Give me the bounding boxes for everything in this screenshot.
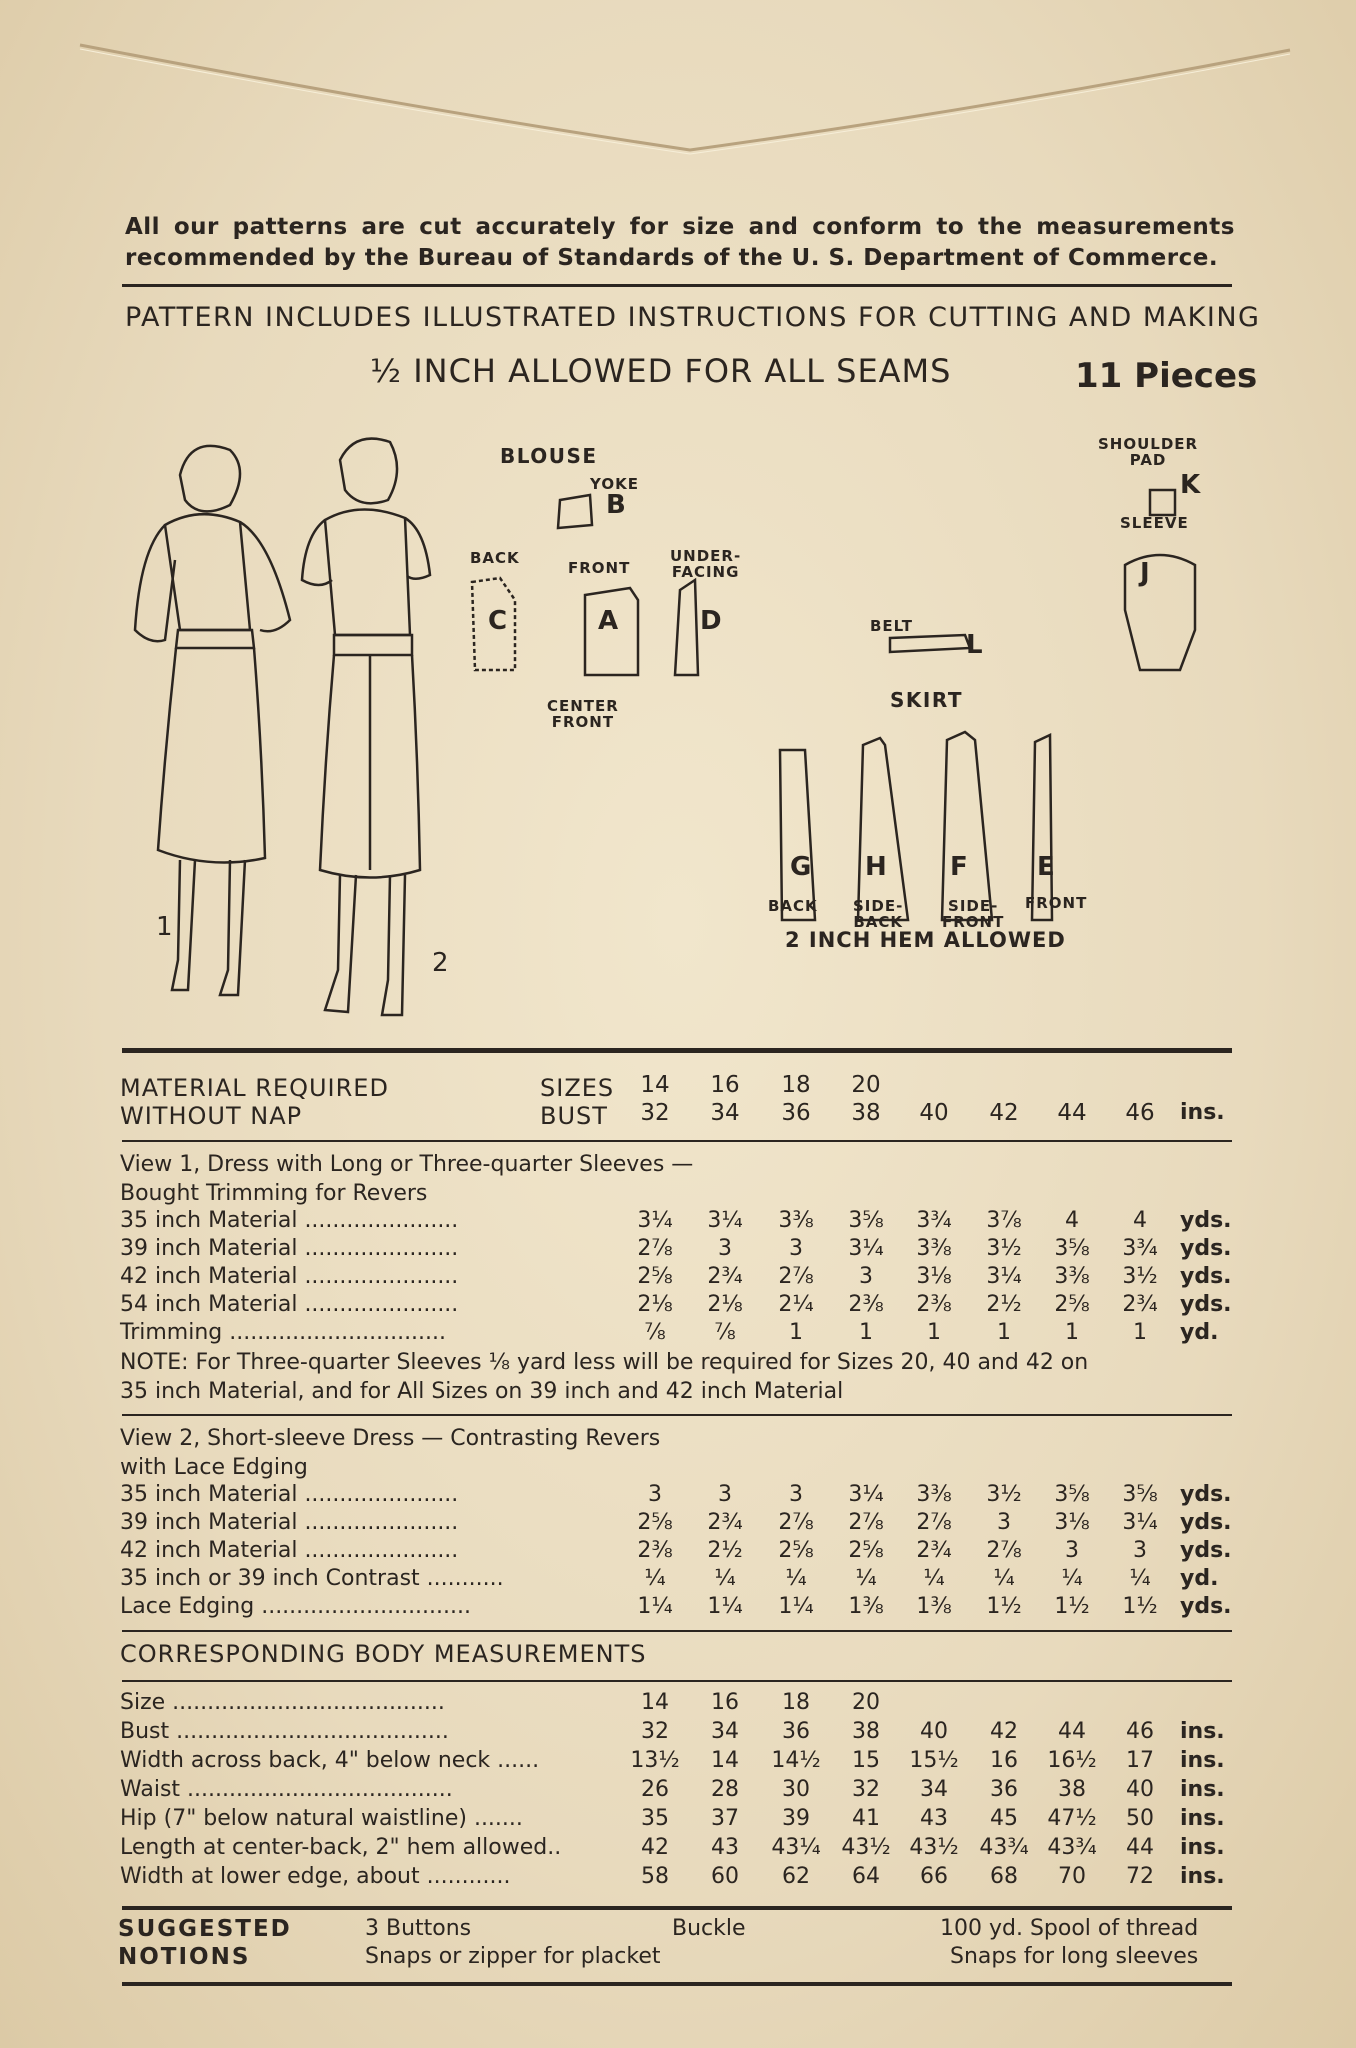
row-value: 39 (782, 1806, 810, 1831)
row-value: 2⅝ (637, 1264, 673, 1289)
row-label: 39 inch Material ...................... (120, 1236, 459, 1261)
size-header: 20 (851, 1072, 881, 1098)
row-value: ¼ (993, 1566, 1015, 1591)
row-value: 3¾ (916, 1208, 952, 1233)
notion-snaps-sleeves: Snaps for long sleeves (950, 1944, 1199, 1969)
row-value: ¼ (644, 1566, 666, 1591)
blouse-label: BLOUSE (500, 444, 598, 468)
row-value: 45 (990, 1806, 1018, 1831)
row-value: 3 (859, 1264, 873, 1289)
row-value: 3 (1133, 1538, 1147, 1563)
row-unit: ins. (1180, 1719, 1225, 1744)
row-value: 16½ (1047, 1748, 1097, 1773)
row-value: 2⅝ (637, 1510, 673, 1535)
row-value: 43¾ (979, 1835, 1029, 1860)
envelope-flap-fold (0, 0, 1356, 200)
suggested-notions-title-2: NOTIONS (118, 1944, 251, 1970)
row-value: 2⅜ (637, 1538, 673, 1563)
bust-header: 40 (919, 1100, 949, 1126)
table-row (120, 1566, 1235, 1594)
row-value: 38 (852, 1719, 880, 1744)
row-value: 3¾ (1122, 1236, 1158, 1261)
row-value: 36 (990, 1777, 1018, 1802)
row-value: 28 (711, 1777, 739, 1802)
row-value: 66 (920, 1864, 948, 1889)
divider (122, 284, 1232, 287)
row-value: 2¾ (707, 1510, 743, 1535)
piece-b-yoke-shape (558, 495, 592, 528)
row-value: 43¼ (771, 1835, 821, 1860)
row-value: 1 (859, 1320, 873, 1345)
skirt-label: SKIRT (890, 688, 963, 712)
row-value: 3¼ (848, 1236, 884, 1261)
row-value: 40 (920, 1719, 948, 1744)
row-value: 3⅞ (986, 1208, 1022, 1233)
row-value: 2¼ (778, 1292, 814, 1317)
row-value: 16 (711, 1690, 739, 1715)
row-label: 54 inch Material ...................... (120, 1292, 459, 1317)
row-unit: ins. (1180, 1806, 1225, 1831)
row-value: 2⅞ (986, 1538, 1022, 1563)
row-label: Bust ....................................... (120, 1719, 449, 1744)
row-value: 37 (711, 1806, 739, 1831)
row-value: 14 (641, 1690, 669, 1715)
row-label: Size ....................................... (120, 1690, 445, 1715)
row-value: 3⅝ (848, 1208, 884, 1233)
suggested-notions-title: SUGGESTED (118, 1916, 292, 1942)
view-1-subtitle: Bought Trimming for Revers (120, 1181, 428, 1206)
piece-letter-d: D (700, 606, 722, 636)
fashion-figures (120, 430, 460, 1040)
divider (122, 1140, 1232, 1142)
piece-letter-k: K (1180, 470, 1201, 500)
table-row (120, 1594, 1235, 1622)
row-label: Hip (7" below natural waistline) ....... (120, 1806, 523, 1831)
row-value: 1⅜ (848, 1594, 884, 1619)
piece-letter-j: J (1140, 558, 1150, 588)
row-value: 46 (1126, 1719, 1154, 1744)
row-value: 2½ (707, 1538, 743, 1563)
sizes-header-row (120, 1072, 1235, 1100)
figure-1-belt (176, 630, 254, 648)
body-measurements-title: CORRESPONDING BODY MEASUREMENTS (120, 1640, 647, 1668)
table-row (120, 1864, 1235, 1892)
notion-buttons: 3 Buttons (365, 1916, 472, 1941)
row-label: Width across back, 4" below neck ...... (120, 1748, 540, 1773)
piece-l-belt-shape (890, 635, 970, 652)
row-value: 32 (641, 1719, 669, 1744)
center-front-label: CENTER FRONT (547, 697, 619, 731)
row-label: Width at lower edge, about ............ (120, 1864, 511, 1889)
row-label: Waist ...................................... (120, 1777, 453, 1802)
row-value: 44 (1058, 1719, 1086, 1744)
table-row (120, 1538, 1235, 1566)
row-unit: yds. (1180, 1208, 1232, 1233)
figure-2-right-sleeve (405, 518, 430, 579)
table-row (120, 1236, 1235, 1264)
row-value: 1½ (1122, 1594, 1158, 1619)
row-value: 3⅜ (916, 1482, 952, 1507)
row-value: 50 (1126, 1806, 1154, 1831)
row-value: 42 (990, 1719, 1018, 1744)
figure-1-bodice (165, 514, 250, 630)
bust-header: 34 (710, 1100, 740, 1126)
row-value: 13½ (630, 1748, 680, 1773)
table-row (120, 1510, 1235, 1538)
piece-d-underfacing-shape (675, 580, 698, 675)
view-1-title: View 1, Dress with Long or Three-quarter Sleeves — (120, 1152, 694, 1177)
row-value: 2⅜ (848, 1292, 884, 1317)
figure-2-bodice (325, 509, 410, 635)
row-value: 42 (641, 1835, 669, 1860)
seam-allowance: ½ INCH ALLOWED FOR ALL SEAMS (370, 352, 952, 390)
row-label: Lace Edging .............................. (120, 1594, 472, 1619)
row-value: 64 (852, 1864, 880, 1889)
bust-header: 44 (1057, 1100, 1087, 1126)
row-value: 2⅝ (778, 1538, 814, 1563)
table-row (120, 1482, 1235, 1510)
view-2-number: 2 (432, 948, 449, 978)
row-unit: yds. (1180, 1538, 1232, 1563)
row-value: 2½ (986, 1292, 1022, 1317)
view-1-number: 1 (156, 912, 173, 942)
divider (122, 1630, 1232, 1632)
row-value: 30 (782, 1777, 810, 1802)
row-value: 2⅝ (848, 1538, 884, 1563)
row-value: 34 (711, 1719, 739, 1744)
row-value: 43 (711, 1835, 739, 1860)
bust-header: 36 (781, 1100, 811, 1126)
divider (122, 1680, 1232, 1682)
row-value: 1⅜ (916, 1594, 952, 1619)
row-value: 14½ (771, 1748, 821, 1773)
belt-label: BELT (870, 617, 913, 635)
row-value: 3⅝ (1122, 1482, 1158, 1507)
row-value: 14 (711, 1748, 739, 1773)
table-row (120, 1748, 1235, 1776)
table-row (120, 1292, 1235, 1320)
table-row (120, 1208, 1235, 1236)
size-header: 14 (640, 1072, 670, 1098)
row-value: 36 (782, 1719, 810, 1744)
row-value: 3 (718, 1236, 732, 1261)
row-value: 3⅝ (1054, 1482, 1090, 1507)
figure-1-left-sleeve (135, 525, 175, 641)
row-value: 17 (1126, 1748, 1154, 1773)
table-row (120, 1777, 1235, 1805)
row-value: 2⅞ (637, 1236, 673, 1261)
row-value: ¼ (923, 1566, 945, 1591)
row-value: 4 (1133, 1208, 1147, 1233)
row-value: 1¼ (637, 1594, 673, 1619)
piece-g-skirt-back-shape (780, 750, 815, 920)
row-value: 60 (711, 1864, 739, 1889)
intro-text: All our patterns are cut accurately for size and conform to the measurements recommended by the Bureau of Standards of the U. S. Department of Commerce. (125, 214, 1235, 271)
notion-snaps-placket: Snaps or zipper for placket (365, 1944, 661, 1969)
row-value: 2¾ (1122, 1292, 1158, 1317)
row-value: 2⅝ (1054, 1292, 1090, 1317)
row-value: ¼ (714, 1566, 736, 1591)
row-value: 1¼ (707, 1594, 743, 1619)
row-value: 40 (1126, 1777, 1154, 1802)
bust-label: BUST (540, 1102, 608, 1130)
figure-1-hair (180, 446, 240, 512)
row-value: 2⅛ (637, 1292, 673, 1317)
row-value: 32 (852, 1777, 880, 1802)
view-1-note-cont: 35 inch Material, and for All Sizes on 39 inch and 42 inch Material (120, 1379, 844, 1404)
table-row (120, 1719, 1235, 1747)
row-value: 3⅜ (778, 1208, 814, 1233)
row-value: 2¾ (707, 1264, 743, 1289)
piece-letter-l: L (966, 630, 983, 660)
view-1-note: NOTE: For Three-quarter Sleeves ⅛ yard less will be required for Sizes 20, 40 and 42 on (120, 1350, 1089, 1375)
row-value: 1 (1133, 1320, 1147, 1345)
row-value: 62 (782, 1864, 810, 1889)
row-label: 35 inch Material ...................... (120, 1482, 459, 1507)
row-value: 3½ (986, 1236, 1022, 1261)
row-value: 15½ (909, 1748, 959, 1773)
underfacing-label: UNDER- FACING (670, 547, 742, 581)
row-unit: ins. (1180, 1777, 1225, 1802)
row-value: ⅞ (644, 1320, 666, 1345)
row-value: 3½ (1122, 1264, 1158, 1289)
row-value: 1½ (1054, 1594, 1090, 1619)
row-unit: ins. (1180, 1835, 1225, 1860)
piece-letter-e: E (1037, 852, 1055, 882)
bust-header: 38 (851, 1100, 881, 1126)
row-value: 18 (782, 1690, 810, 1715)
row-unit: yds. (1180, 1236, 1232, 1261)
row-value: 3¼ (707, 1208, 743, 1233)
row-value: 1 (927, 1320, 941, 1345)
row-value: 3⅜ (916, 1236, 952, 1261)
divider (122, 1414, 1232, 1416)
bust-header-row (120, 1100, 1235, 1128)
instructions-banner: PATTERN INCLUDES ILLUSTRATED INSTRUCTIONS FOR CUTTING AND MAKING (125, 302, 1261, 333)
bust-header: 32 (640, 1100, 670, 1126)
figure-2-hair (340, 439, 397, 504)
row-value: 2¾ (916, 1538, 952, 1563)
hem-allowance: 2 INCH HEM ALLOWED (785, 928, 1066, 952)
size-header: 18 (781, 1072, 811, 1098)
row-value: ¼ (855, 1566, 877, 1591)
row-label: 35 inch Material ...................... (120, 1208, 459, 1233)
row-value: 47½ (1047, 1806, 1097, 1831)
row-value: 2⅞ (778, 1264, 814, 1289)
row-value: 2⅛ (707, 1292, 743, 1317)
piece-h-skirt-side-back-shape (858, 738, 908, 920)
table-row (120, 1690, 1235, 1718)
row-value: 68 (990, 1864, 1018, 1889)
row-unit: ins. (1180, 1748, 1225, 1773)
bust-header: 46 (1125, 1100, 1155, 1126)
piece-count: 11 Pieces (1075, 356, 1258, 396)
row-value: 70 (1058, 1864, 1086, 1889)
bust-header: 42 (989, 1100, 1019, 1126)
row-value: 43½ (841, 1835, 891, 1860)
figure-1-legs (172, 860, 245, 995)
row-value: 2⅞ (916, 1510, 952, 1535)
row-label: 42 inch Material ...................... (120, 1538, 459, 1563)
back-label: BACK (470, 549, 520, 567)
row-label: Trimming ............................... (120, 1320, 447, 1345)
piece-letter-c: C (488, 606, 508, 636)
row-value: 3½ (986, 1482, 1022, 1507)
view-2-title: View 2, Short-sleeve Dress — Contrasting Revers (120, 1426, 661, 1451)
row-value: 3⅜ (1054, 1264, 1090, 1289)
row-value: 3 (718, 1482, 732, 1507)
row-value: 3 (1065, 1538, 1079, 1563)
row-label: 35 inch or 39 inch Contrast ........... (120, 1566, 504, 1591)
row-value: 2⅞ (778, 1510, 814, 1535)
yoke-label: YOKE (590, 475, 639, 493)
row-value: 1 (1065, 1320, 1079, 1345)
divider (122, 1048, 1232, 1053)
row-value: 58 (641, 1864, 669, 1889)
notion-buckle: Buckle (672, 1916, 746, 1941)
row-value: 3¼ (986, 1264, 1022, 1289)
piece-letter-h: H (865, 852, 887, 882)
table-row (120, 1320, 1235, 1348)
figure-2-skirt (320, 655, 420, 878)
row-value: 43 (920, 1806, 948, 1831)
piece-k-shoulder-pad-shape (1150, 490, 1175, 515)
figure-1-skirt (158, 648, 265, 863)
sleeve-label: SLEEVE (1120, 514, 1189, 532)
row-value: 38 (1058, 1777, 1086, 1802)
row-label: 39 inch Material ...................... (120, 1510, 459, 1535)
row-value: ¼ (1129, 1566, 1151, 1591)
row-unit: yds. (1180, 1292, 1232, 1317)
row-value: 3¼ (1122, 1510, 1158, 1535)
front-label: FRONT (568, 559, 631, 577)
bust-unit: ins. (1180, 1100, 1225, 1125)
row-unit: yds. (1180, 1594, 1232, 1619)
material-required-title: MATERIAL REQUIRED (120, 1074, 389, 1102)
piece-letter-g: G (790, 852, 812, 882)
row-value: 1 (997, 1320, 1011, 1345)
row-value: 4 (1065, 1208, 1079, 1233)
size-header: 16 (710, 1072, 740, 1098)
piece-letter-a: A (598, 606, 619, 636)
row-value: 26 (641, 1777, 669, 1802)
row-unit: yds. (1180, 1264, 1232, 1289)
piece-f-skirt-side-front-shape (942, 732, 992, 920)
row-value: 43½ (909, 1835, 959, 1860)
row-value: 16 (990, 1748, 1018, 1773)
row-value: 1½ (986, 1594, 1022, 1619)
row-value: 1 (789, 1320, 803, 1345)
piece-e-skirt-front-shape (1032, 735, 1052, 920)
row-value: 3¼ (637, 1208, 673, 1233)
row-label: 42 inch Material ...................... (120, 1264, 459, 1289)
skirt-side-back-label: SIDE- BACK (853, 897, 904, 931)
row-value: ¼ (785, 1566, 807, 1591)
divider (122, 1982, 1232, 1986)
row-value: 20 (852, 1690, 880, 1715)
table-row (120, 1806, 1235, 1834)
table-row (120, 1264, 1235, 1292)
row-value: 3 (997, 1510, 1011, 1535)
skirt-front-label: FRONT (1025, 894, 1088, 912)
row-unit: yd. (1180, 1566, 1219, 1591)
row-value: 35 (641, 1806, 669, 1831)
row-value: 3 (789, 1236, 803, 1261)
row-value: 3⅛ (1054, 1510, 1090, 1535)
row-value: 2⅜ (916, 1292, 952, 1317)
row-unit: yd. (1180, 1320, 1219, 1345)
row-unit: yds. (1180, 1482, 1232, 1507)
skirt-back-label: BACK (768, 897, 818, 915)
divider (122, 1906, 1232, 1910)
row-value: 41 (852, 1806, 880, 1831)
figure-2-belt (334, 635, 412, 655)
row-value: 2⅞ (848, 1510, 884, 1535)
row-value: 34 (920, 1777, 948, 1802)
row-value: 3 (648, 1482, 662, 1507)
row-value: 43¾ (1047, 1835, 1097, 1860)
piece-letter-b: B (606, 490, 626, 520)
notion-thread: 100 yd. Spool of thread (940, 1916, 1199, 1941)
piece-letter-f: F (950, 852, 968, 882)
sizes-label: SIZES (540, 1074, 615, 1102)
row-value: 1¼ (778, 1594, 814, 1619)
row-label: Length at center-back, 2" hem allowed.. (120, 1835, 562, 1860)
piece-j-sleeve-shape (1125, 555, 1195, 670)
row-unit: yds. (1180, 1510, 1232, 1535)
row-value: 44 (1126, 1835, 1154, 1860)
row-value: ⅞ (714, 1320, 736, 1345)
row-value: 3 (789, 1482, 803, 1507)
figure-2-legs (325, 875, 405, 1015)
row-unit: ins. (1180, 1864, 1225, 1889)
row-value: 72 (1126, 1864, 1154, 1889)
row-value: 3⅛ (916, 1264, 952, 1289)
row-value: 3¼ (848, 1482, 884, 1507)
row-value: 15 (852, 1748, 880, 1773)
row-value: 3⅝ (1054, 1236, 1090, 1261)
table-row (120, 1835, 1235, 1863)
without-nap-title: WITHOUT NAP (120, 1102, 303, 1130)
view-2-subtitle: with Lace Edging (120, 1455, 308, 1480)
skirt-side-front-label: SIDE- FRONT (942, 897, 1005, 931)
row-value: ¼ (1061, 1566, 1083, 1591)
shoulder-pad-label: SHOULDER PAD (1098, 435, 1199, 469)
